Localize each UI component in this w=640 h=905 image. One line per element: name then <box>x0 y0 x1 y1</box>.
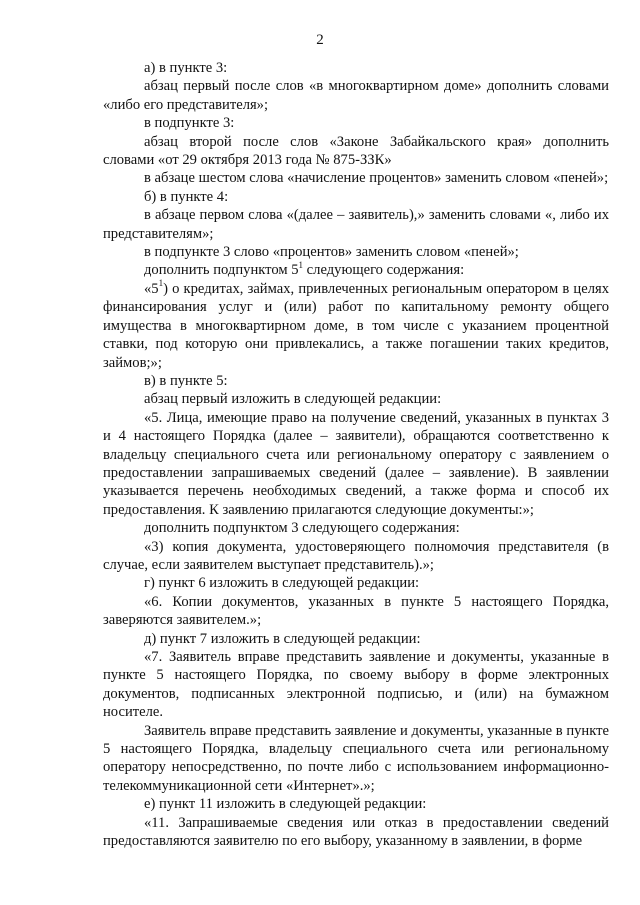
paragraph: «6. Копии документов, указанных в пункте 5 настоящего Порядка, заверяются заявителем.»; <box>103 593 609 629</box>
paragraph <box>103 261 609 279</box>
page-number: 2 <box>316 32 324 48</box>
paragraph: в абзаце шестом слова «начисление процентов» заменить словом «пеней»; <box>144 170 609 187</box>
superscript: 1 <box>158 278 164 289</box>
paragraph <box>103 280 609 372</box>
paragraph: а) в пункте 3: <box>144 60 228 76</box>
document-body <box>103 59 609 850</box>
paragraph: «11. Запрашиваемые сведения или отказ в предоставлении сведений предоставляются заявителю по его выбору, указанному в заявлении, в форме <box>103 814 609 850</box>
paragraph: в подпункте 3 слово «процентов» заменить словом «пеней»; <box>144 244 519 261</box>
paragraph: абзац первый после слов «в многоквартирном доме» дополнить словами «либо его представителя»; <box>103 78 609 113</box>
paragraph: б) в пункте 4: <box>144 188 229 205</box>
paragraph: д) пункт 7 изложить в следующей редакции: <box>144 630 421 647</box>
paragraph-text: ) о кредитах, займах, привлеченных региональным оператором в целях финансирования услуг и (или) работ по капитальному ремонту общего имущества в многоквартирном доме, в том числе с указанием процентной ставки, под которую они привлекались, а также погашении таких кредитов, займов;»; <box>103 280 609 371</box>
paragraph: абзац первый изложить в следующей редакции: <box>144 391 442 408</box>
paragraph: «7. Заявитель вправе представить заявление и документы, указанные в пункте 5 настоящего Порядка, по своему выбору в форме электронных документов, подписанных электронной подписью, и (или) на бумажном носителе. <box>103 649 609 721</box>
paragraph: «3) копия документа, удостоверяющего полномочия представителя (в случае, если заявителем выступает представитель).»; <box>103 538 609 573</box>
paragraph-text: следующего содержания: <box>303 262 465 279</box>
paragraph: абзац второй после слов «Законе Забайкальского края» дополнить словами «от 29 октября 2013 года № 875-ЗЗК» <box>103 133 609 169</box>
paragraph: в абзаце первом слова «(далее – заявитель),» заменить словами «, либо их представителям»; <box>103 207 609 242</box>
paragraph: е) пункт 11 изложить в следующей редакции: <box>144 796 427 813</box>
superscript: 1 <box>298 259 304 270</box>
paragraph: «5. Лица, имеющие право на получение сведений, указанных в пунктах 3 и 4 настоящего Порядка (далее – заявители), обращаются соответственно к владельцу специального счета или региональному оператору с заявлением о предоставлении запрашиваемых сведений (далее – заявление). В заявлении указывается перечень необходимых сведений, а также форма и способ их предоставления. К заявлению прилагаются следующие документы:»; <box>103 409 609 518</box>
paragraph-text: «5 <box>144 280 159 297</box>
paragraph: г) пункт 6 изложить в следующей редакции: <box>144 575 420 592</box>
paragraph: в подпункте 3: <box>144 115 235 132</box>
paragraph: Заявитель вправе представить заявление и документы, указанные в пункте 5 настоящего Порядка, владельцу специального счета или региональному оператору непосредственно, по почте либо с использованием информационно-телекоммуникационной сети «Интернет».»; <box>103 722 609 794</box>
paragraph: в) в пункте 5: <box>144 372 228 389</box>
paragraph-text: дополнить подпунктом 5 <box>144 262 299 279</box>
paragraph: дополнить подпунктом 3 следующего содержания: <box>144 520 460 537</box>
